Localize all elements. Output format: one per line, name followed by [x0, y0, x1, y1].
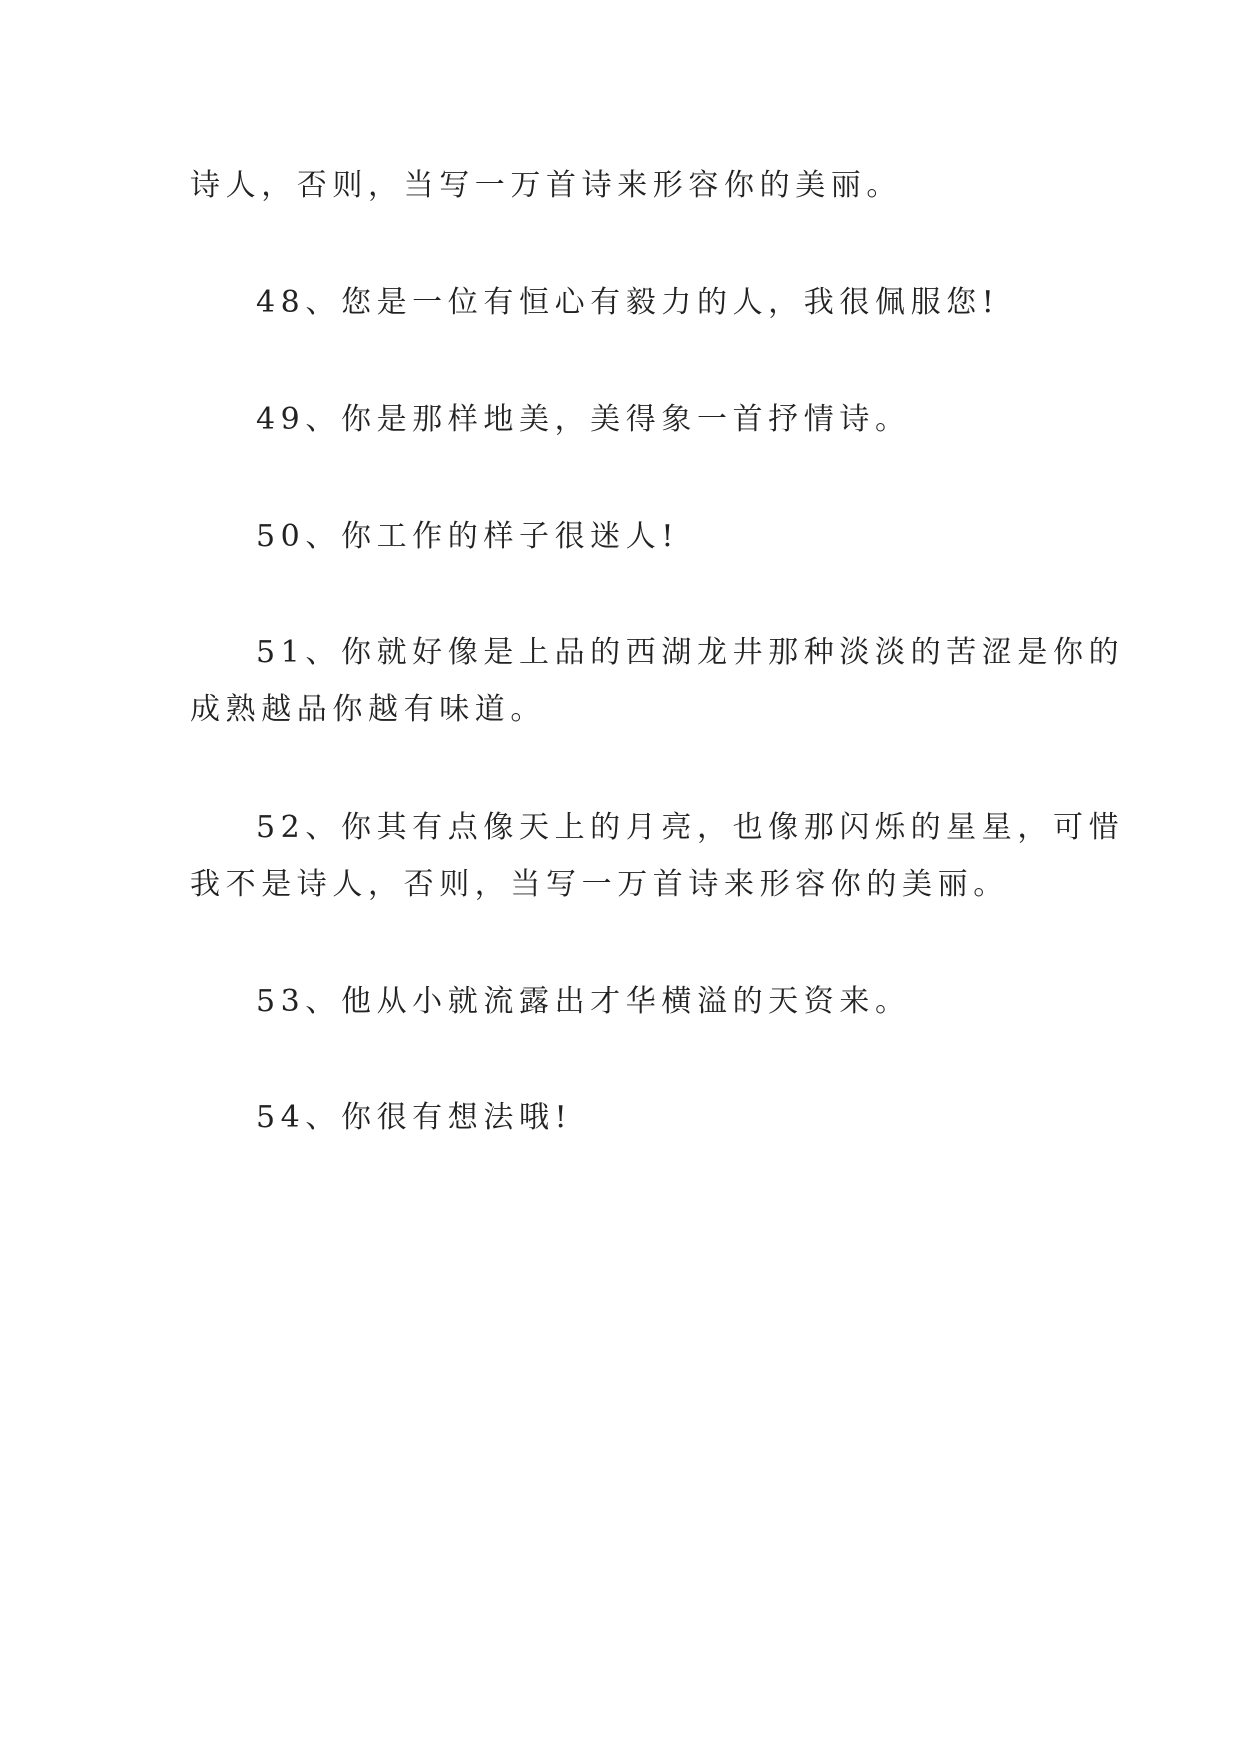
item-54: 54、你很有想法哦!: [256, 1100, 573, 1135]
item-48: 48、您是一位有恒心有毅力的人，我很佩服您!: [256, 285, 1000, 320]
item-51-line-1: 51、你就好像是上品的西湖龙井那种淡淡的苦涩是你的: [256, 635, 1125, 670]
item-52-line-2: 我不是诗人，否则，当写一万首诗来形容你的美丽。: [190, 867, 1009, 902]
item-53: 53、他从小就流露出才华横溢的天资来。: [256, 984, 911, 1019]
item-49: 49、你是那样地美，美得象一首抒情诗。: [256, 402, 911, 437]
item-52-line-1: 52、你其有点像天上的月亮，也像那闪烁的星星，可惜: [256, 810, 1125, 845]
text-line-continuation: 诗人，否则，当写一万首诗来形容你的美丽。: [190, 168, 902, 203]
item-50: 50、你工作的样子很迷人!: [256, 519, 680, 554]
item-51-line-2: 成熟越品你越有味道。: [190, 692, 546, 727]
